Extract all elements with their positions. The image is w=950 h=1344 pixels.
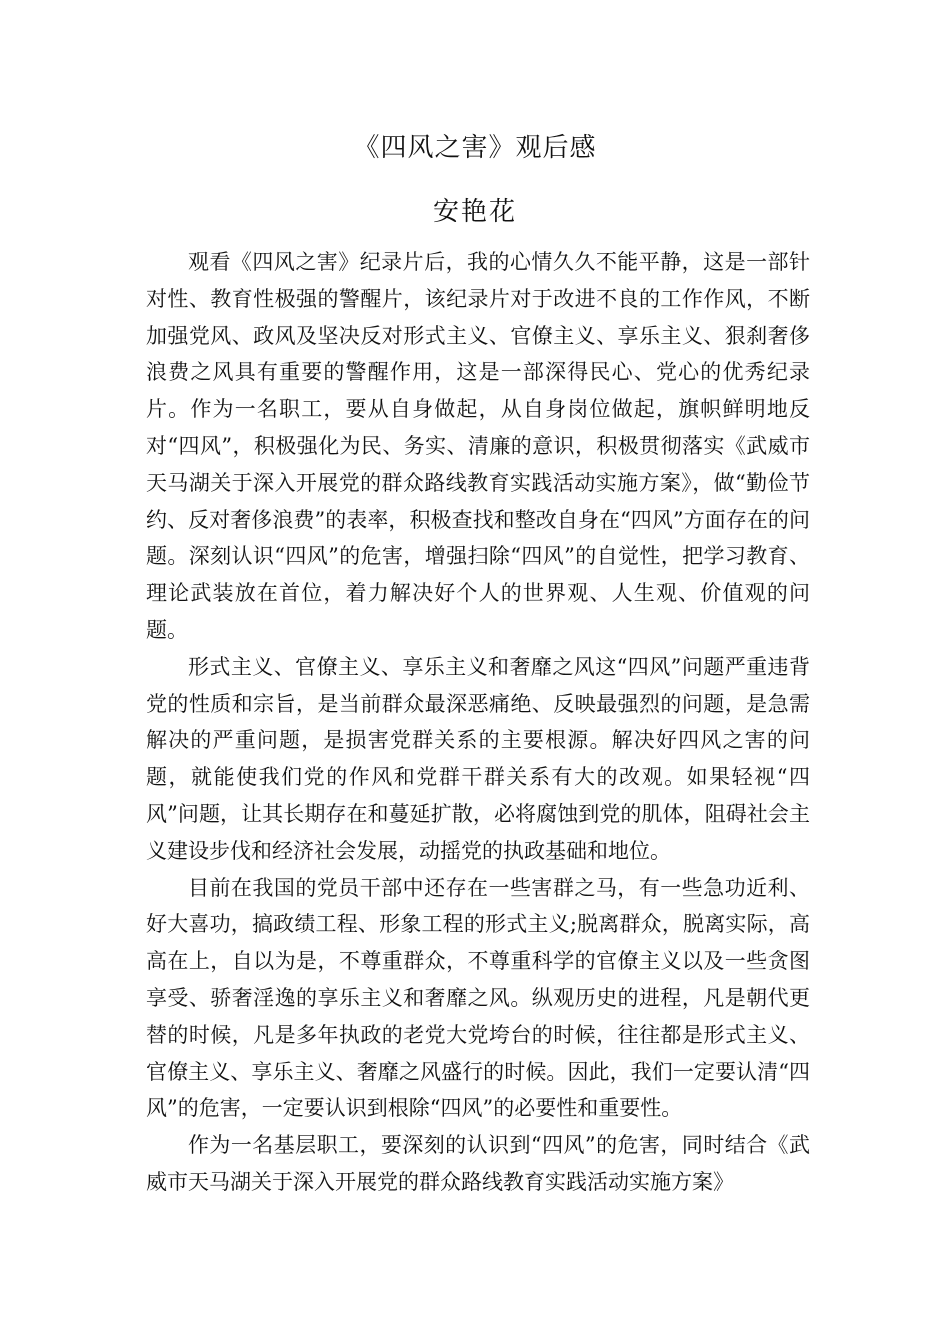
body-paragraph: 观看《四风之害》纪录片后，我的心情久久不能平静，这是一部针对性、教育性极强的警醒片，该纪录片对于改进不良的工作作风，不断加强党风、政风及坚决反对形式主义、官僚主义、享乐主义、狠刹奢侈浪费之风具有重要的警醒作用，这是一部深得民心、党心的优秀纪录片。作为一名职工，要从自身做起，从自身岗位做起，旗帜鲜明地反对“四风”，积极强化为民、务实、清廉的意识，积极贯彻落实《武威市天马湖关于深入开展党的群众路线教育实践活动实施方案》，做“勤俭节约、反对奢侈浪费”的表率，积极查找和整改自身在“四风”方面存在的问题。深刻认识“四风”的危害，增强扫除“四风”的自觉性，把学习教育、理论武装放在首位，着力解决好个人的世界观、人生观、价值观的问题。 [146,250,810,642]
document-author: 安艳花 [432,197,517,227]
document-title: 《四风之害》观后感 [353,133,597,163]
body-paragraph: 作为一名基层职工，要深刻的认识到“四风”的危害，同时结合《武威市天马湖关于深入开展党的群众路线教育实践活动实施方案》 [146,1133,810,1194]
body-paragraph: 形式主义、官僚主义、享乐主义和奢靡之风这“四风”问题严重违背党的性质和宗旨，是当前群众最深恶痛绝、反映最强烈的问题，是急需解决的严重问题，是损害党群关系的主要根源。解决好四风之害的问题，就能使我们党的作风和党群干群关系有大的改观。如果轻视“四风”问题，让其长期存在和蔓延扩散，必将腐蚀到党的肌体，阻碍社会主义建设步伐和经济社会发展，动摇党的执政基础和地位。 [146,654,810,863]
body-paragraph: 目前在我国的党员干部中还存在一些害群之马，有一些急功近利、好大喜功，搞政绩工程、形象工程的形式主义;脱离群众，脱离实际，高高在上，自以为是，不尊重群众，不尊重科学的官僚主义以及一些贪图享受、骄奢淫逸的享乐主义和奢靡之风。纵观历史的进程，凡是朝代更替的时候，凡是多年执政的老党大党垮台的时候，往往都是形式主义、官僚主义、享乐主义、奢靡之风盛行的时候。因此，我们一定要认清“四风”的危害，一定要认识到根除“四风”的必要性和重要性。 [146,875,810,1121]
document-body [146,244,810,1201]
